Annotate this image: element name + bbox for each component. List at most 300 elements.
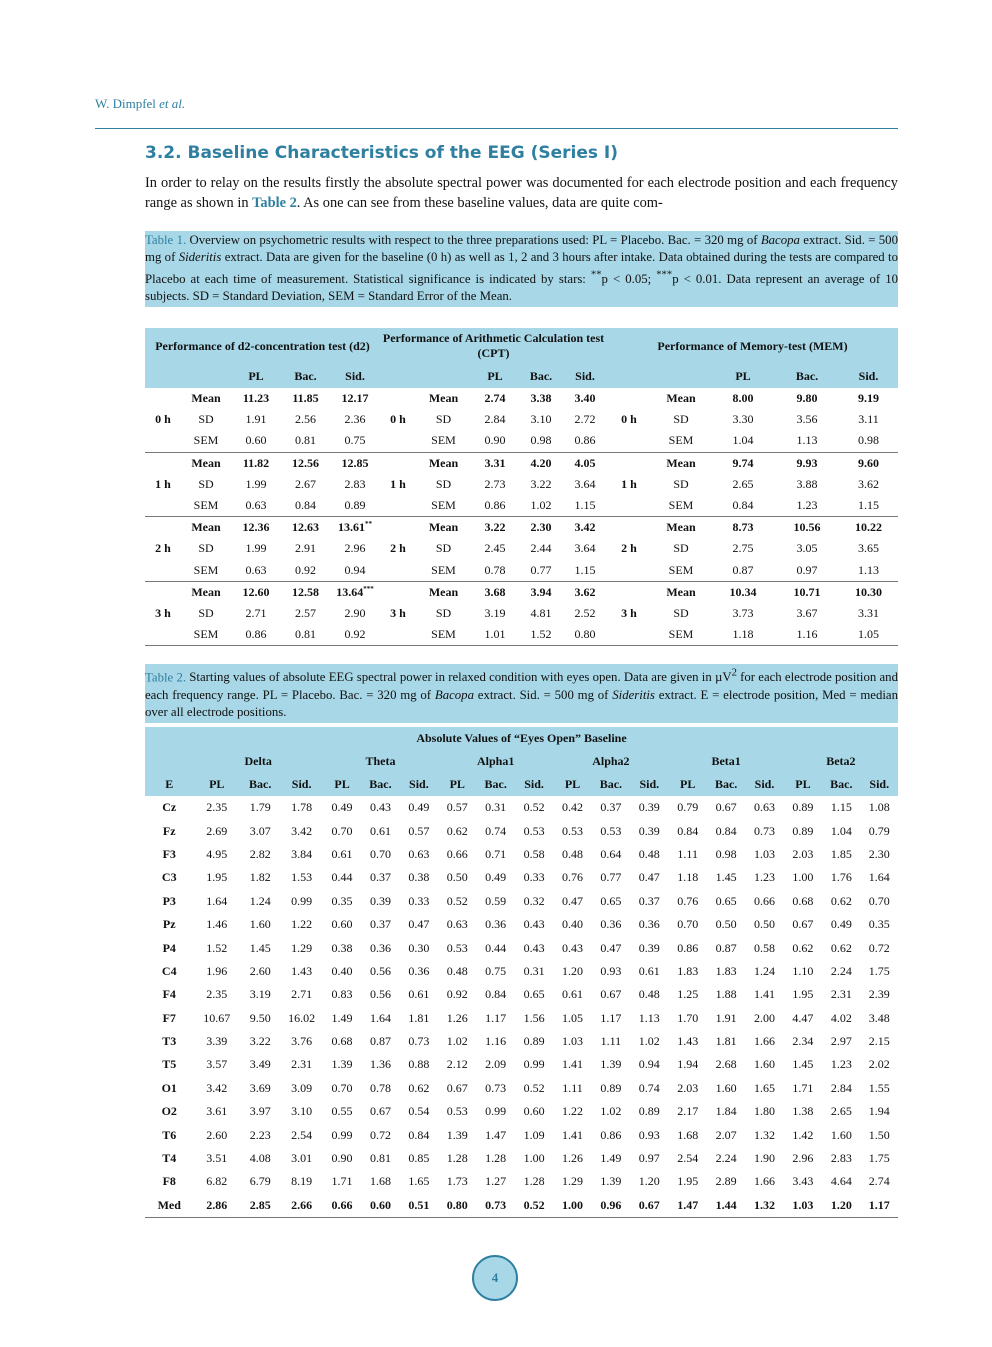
table-row — [145, 430, 898, 452]
value-cell: 0.73 — [476, 1194, 514, 1218]
value-cell: 0.70 — [369, 846, 391, 861]
value-cell: 0.33 — [523, 870, 545, 885]
value-cell: 0.43 — [523, 917, 545, 932]
table2-band-row — [145, 750, 898, 773]
stat-label: Mean — [428, 455, 459, 470]
sub-header: Bac. — [361, 773, 399, 796]
value-cell: 0.89 — [523, 1034, 545, 1049]
value-cell: 0.32 — [523, 893, 545, 908]
value-cell: 1.96 — [206, 963, 228, 978]
value-cell: 10.71 — [793, 584, 821, 599]
value-cell: 0.60 — [523, 1104, 545, 1119]
value-cell: 1.95 — [206, 870, 228, 885]
value-cell: 2.00 — [754, 1010, 776, 1025]
table1-group-header: Performance of Memory-test (MEM) — [607, 328, 898, 364]
value-cell: 10.34 — [729, 584, 757, 599]
value-cell: 1.70 — [677, 1010, 699, 1025]
value-cell: 1.02 — [600, 1104, 622, 1119]
value-cell: 0.84 — [281, 495, 330, 517]
stat-label: SD — [198, 412, 214, 427]
table1-column-header-row — [145, 364, 898, 388]
value-cell: 3.01 — [291, 1151, 313, 1166]
value-cell: 0.36 — [408, 963, 430, 978]
value-cell: 2.65 — [732, 476, 754, 491]
value-cell: 1.81 — [408, 1010, 430, 1025]
electrode-label: C3 — [161, 870, 177, 885]
value-cell: 1.17 — [485, 1010, 507, 1025]
value-cell: 1.17 — [861, 1194, 898, 1218]
value-cell: 3.64 — [574, 476, 596, 491]
value-cell: 6.79 — [249, 1174, 271, 1189]
value-cell: 0.84 — [711, 495, 775, 517]
value-cell: 4.08 — [249, 1151, 271, 1166]
value-cell: 0.39 — [638, 823, 660, 838]
value-cell: 3.88 — [796, 476, 818, 491]
table2-caption — [145, 664, 898, 723]
stat-label: Mean — [666, 520, 696, 535]
value-cell: 1.71 — [331, 1174, 353, 1189]
value-cell: 0.81 — [281, 624, 330, 646]
value-cell: 0.68 — [792, 893, 814, 908]
value-cell: 0.43 — [523, 940, 545, 955]
value-cell: 0.99 — [485, 1104, 507, 1119]
value-cell: 0.39 — [638, 800, 660, 815]
value-cell: 2.82 — [249, 846, 271, 861]
value-cell: 1.08 — [868, 800, 890, 815]
time-label — [607, 452, 651, 474]
value-cell: 0.53 — [523, 823, 545, 838]
value-cell: 0.70 — [868, 893, 890, 908]
sub-header: PL — [669, 773, 707, 796]
value-cell: 1.83 — [677, 963, 699, 978]
value-cell: 0.62 — [446, 823, 468, 838]
value-cell: 0.44 — [331, 870, 353, 885]
value-cell: 0.74 — [638, 1080, 660, 1095]
value-cell: 1.84 — [715, 1104, 737, 1119]
value-cell: 0.79 — [868, 823, 890, 838]
value-cell: 0.47 — [561, 893, 583, 908]
value-cell: 0.62 — [408, 1080, 430, 1095]
value-cell: 0.62 — [792, 940, 814, 955]
value-cell: 2.60 — [206, 1127, 228, 1142]
value-cell: 0.66 — [446, 846, 468, 861]
time-label — [607, 624, 651, 646]
value-cell: 0.37 — [600, 800, 622, 815]
value-cell: 3.31 — [484, 455, 506, 470]
value-cell: 0.55 — [331, 1104, 353, 1119]
value-cell: 0.98 — [519, 430, 563, 452]
value-cell: 1.03 — [784, 1194, 822, 1218]
value-cell: 0.47 — [638, 870, 660, 885]
stat-label: SEM — [181, 495, 231, 517]
value-cell: 9.60 — [858, 455, 879, 470]
value-cell: 2.15 — [868, 1034, 890, 1049]
value-cell: 0.67 — [369, 1104, 391, 1119]
value-cell: 0.86 — [600, 1127, 622, 1142]
value-cell: 0.87 — [715, 940, 737, 955]
value-cell: 3.65 — [858, 541, 879, 556]
value-cell: 0.84 — [408, 1127, 430, 1142]
value-cell: 1.41 — [561, 1127, 583, 1142]
value-cell: 2.68 — [715, 1057, 737, 1072]
value-cell: 0.42 — [561, 800, 583, 815]
value-cell: 2.36 — [344, 412, 366, 427]
value-cell: 2.91 — [295, 541, 316, 556]
band-header: Alpha2 — [553, 750, 668, 773]
stat-label: SD — [198, 541, 214, 556]
value-cell: 3.22 — [249, 1034, 271, 1049]
value-cell: 3.94 — [530, 584, 552, 599]
value-cell: 3.05 — [796, 541, 818, 556]
value-cell: 2.24 — [830, 963, 852, 978]
value-cell: 0.61 — [638, 963, 660, 978]
value-cell: 2.97 — [830, 1034, 852, 1049]
stat-label: SEM — [416, 624, 471, 646]
value-cell: 2.35 — [206, 987, 228, 1002]
time-label — [145, 560, 181, 582]
time-label — [380, 452, 416, 474]
value-cell: 2.54 — [291, 1127, 313, 1142]
value-cell: 0.64 — [600, 846, 622, 861]
value-cell: 1.03 — [754, 846, 776, 861]
band-header: Delta — [194, 750, 323, 773]
value-cell: 8.19 — [291, 1174, 313, 1189]
time-label — [380, 388, 416, 409]
table-row — [145, 1007, 898, 1030]
value-cell: 2.86 — [194, 1194, 240, 1218]
value-cell: 0.39 — [369, 893, 391, 908]
value-cell: 1.22 — [291, 917, 313, 932]
value-cell: 0.98 — [839, 430, 898, 452]
value-cell: 0.77 — [519, 560, 563, 582]
value-cell: 3.11 — [858, 412, 879, 427]
value-cell: 3.56 — [796, 412, 818, 427]
time-label — [607, 560, 651, 582]
value-cell: 1.09 — [523, 1127, 545, 1142]
value-cell: 1.24 — [754, 963, 776, 978]
table2-caption-label: Table 2. — [145, 670, 187, 685]
value-cell: 3.76 — [291, 1034, 313, 1049]
value-cell: 1.82 — [249, 870, 271, 885]
value-cell: 1.91 — [245, 412, 267, 427]
value-cell: 3.67 — [796, 605, 818, 620]
value-cell: 1.20 — [638, 1174, 660, 1189]
electrode-label: T3 — [162, 1034, 177, 1049]
table1-caption-text: Overview on psychometric results with respect to the three preparations used: PL = Placebo. Bac. = 320 mg of Bacopa extract. Sid. = 500 mg of Sideritis extract. Data are given for the baseline (0 h) as well as 1, 2 and 3 hours after intake. Data obtained during the tests are compared to Placebo at each time of measurement. Statistical significance is indicated by stars: **p < 0.05; ***p < 0.01. Data represent an average of 10 subjects. SD = Standard Deviation, SEM = Standard Error of the Mean. — [145, 233, 898, 304]
value-cell: 0.81 — [369, 1151, 391, 1166]
value-cell: 1.11 — [600, 1034, 622, 1049]
value-cell: 9.19 — [858, 391, 879, 406]
value-cell: 0.62 — [830, 893, 852, 908]
table1-column-header: PL — [711, 364, 775, 388]
value-cell: 1.83 — [715, 963, 737, 978]
table1-column-header: PL — [231, 364, 281, 388]
value-cell: 1.71 — [792, 1080, 814, 1095]
value-cell: 10.30 — [855, 584, 882, 599]
stat-label: SEM — [651, 560, 711, 582]
stat-label: SD — [673, 605, 689, 620]
table1-column-header: Sid. — [563, 364, 607, 388]
table-row — [145, 983, 898, 1006]
value-cell: 3.38 — [530, 391, 552, 406]
value-cell: 0.96 — [592, 1194, 630, 1218]
value-cell: 1.39 — [600, 1057, 622, 1072]
electrode-label: Fz — [162, 823, 176, 838]
table1-header-blank — [651, 364, 711, 388]
value-cell: 2.85 — [240, 1194, 280, 1218]
value-cell: 2.73 — [484, 476, 506, 491]
value-cell: 1.60 — [249, 917, 271, 932]
time-label — [145, 388, 181, 409]
table-row — [145, 1053, 898, 1076]
table-reference-link[interactable]: Table 2 — [252, 195, 297, 211]
value-cell: 0.36 — [600, 917, 622, 932]
table1-column-header: Sid. — [330, 364, 380, 388]
value-cell: 0.67 — [715, 800, 737, 815]
table-row — [145, 388, 898, 409]
value-cell: 0.86 — [677, 940, 699, 955]
value-cell: 0.50 — [446, 870, 468, 885]
electrode-label: T5 — [162, 1057, 177, 1072]
value-cell: 0.53 — [446, 1104, 468, 1119]
value-cell: 0.50 — [715, 917, 737, 932]
table-row — [145, 603, 898, 624]
value-cell: 1.73 — [446, 1174, 468, 1189]
value-cell: 1.45 — [792, 1057, 814, 1072]
table-row — [145, 960, 898, 983]
stat-label: SD — [435, 605, 452, 620]
value-cell: 0.53 — [600, 823, 622, 838]
stat-label: Mean — [666, 455, 696, 470]
value-cell: 1.44 — [707, 1194, 745, 1218]
significance-star: ** — [365, 520, 372, 529]
table1-header-blank — [416, 364, 471, 388]
value-cell: 11.82 — [242, 455, 270, 470]
table1-column-header: Bac. — [519, 364, 563, 388]
value-cell: 0.36 — [638, 917, 660, 932]
value-cell: 2.02 — [868, 1057, 890, 1072]
electrode-label: F8 — [162, 1174, 176, 1189]
table-row — [145, 474, 898, 495]
value-cell: 0.51 — [400, 1194, 438, 1218]
value-cell: 2.03 — [677, 1080, 699, 1095]
value-cell: 0.78 — [369, 1080, 391, 1095]
electrode-label: O1 — [161, 1080, 177, 1095]
value-cell: 1.02 — [519, 495, 563, 517]
value-cell: 0.88 — [408, 1057, 430, 1072]
value-cell: 3.61 — [206, 1104, 228, 1119]
electrode-label: T4 — [162, 1151, 177, 1166]
value-cell: 0.53 — [561, 823, 583, 838]
time-label: 3 h — [155, 605, 171, 620]
value-cell: 9.74 — [732, 455, 754, 470]
value-cell: 1.75 — [868, 963, 890, 978]
value-cell: 3.19 — [484, 605, 506, 620]
value-cell: 0.63 — [231, 495, 281, 517]
significance-star: *** — [363, 584, 374, 593]
value-cell: 2.72 — [574, 412, 596, 427]
value-cell: 0.31 — [485, 800, 507, 815]
sub-header: PL — [438, 773, 476, 796]
value-cell: 0.99 — [523, 1057, 545, 1072]
running-header: W. Dimpfel et al. — [95, 96, 186, 111]
value-cell: 1.90 — [754, 1151, 776, 1166]
value-cell: 10.56 — [793, 520, 821, 535]
stat-label: Mean — [191, 520, 221, 535]
table-row — [145, 936, 898, 959]
time-label — [380, 495, 416, 517]
value-cell: 1.65 — [754, 1080, 776, 1095]
value-cell: 2.74 — [868, 1174, 890, 1189]
value-cell: 0.73 — [485, 1080, 507, 1095]
value-cell: 0.43 — [561, 940, 583, 955]
value-cell: 2.89 — [715, 1174, 737, 1189]
value-cell: 3.73 — [732, 605, 754, 620]
time-label: 3 h — [621, 605, 637, 620]
value-cell: 1.41 — [754, 987, 776, 1002]
value-cell: 3.40 — [574, 391, 596, 406]
value-cell: 0.50 — [754, 917, 776, 932]
value-cell: 0.48 — [638, 987, 660, 1002]
stat-label: Mean — [428, 391, 459, 406]
value-cell: 0.76 — [561, 870, 583, 885]
value-cell: 0.63 — [446, 917, 468, 932]
value-cell: 0.89 — [792, 823, 814, 838]
value-cell: 1.28 — [485, 1151, 507, 1166]
time-label — [380, 581, 416, 603]
value-cell: 1.43 — [677, 1034, 699, 1049]
electrode-label: O2 — [161, 1104, 177, 1119]
value-cell: 0.73 — [754, 823, 776, 838]
value-cell: 1.05 — [561, 1010, 583, 1025]
table1-group-header: Performance of Arithmetic Calculation test (CPT) — [380, 328, 607, 364]
value-cell: 2.44 — [530, 541, 552, 556]
value-cell: 0.43 — [369, 800, 391, 815]
value-cell: 2.39 — [868, 987, 890, 1002]
value-cell: 1.28 — [523, 1174, 545, 1189]
value-cell: 0.56 — [369, 963, 391, 978]
value-cell: 0.89 — [330, 495, 380, 517]
electrode-label: P3 — [162, 893, 176, 908]
value-cell: 0.37 — [638, 893, 660, 908]
value-cell: 2.35 — [206, 800, 228, 815]
value-cell: 1.13 — [638, 1010, 660, 1025]
value-cell: 11.85 — [292, 391, 319, 406]
value-cell: 3.19 — [249, 987, 271, 1002]
value-cell: 1.11 — [562, 1080, 583, 1095]
value-cell: 0.40 — [331, 963, 353, 978]
value-cell: 3.30 — [732, 412, 754, 427]
value-cell: 2.24 — [715, 1151, 737, 1166]
value-cell: 0.39 — [638, 940, 660, 955]
value-cell: 0.85 — [408, 1151, 430, 1166]
value-cell: 0.36 — [369, 940, 391, 955]
stat-label: SD — [673, 412, 689, 427]
value-cell: 1.17 — [600, 1010, 622, 1025]
value-cell: 0.63 — [754, 800, 776, 815]
value-cell: 2.17 — [677, 1104, 699, 1119]
value-cell: 3.48 — [868, 1010, 890, 1025]
value-cell: 2.23 — [249, 1127, 271, 1142]
sub-header: PL — [323, 773, 361, 796]
table-row — [145, 409, 898, 430]
table1-header-blank — [380, 364, 416, 388]
value-cell: 1.24 — [249, 893, 271, 908]
value-cell: 0.90 — [331, 1151, 353, 1166]
stat-label: SD — [673, 476, 689, 491]
value-cell: 0.86 — [231, 624, 281, 646]
value-cell: 2.03 — [792, 846, 814, 861]
value-cell: 0.49 — [830, 917, 852, 932]
value-cell: 1.18 — [677, 870, 699, 885]
value-cell: 0.63 — [231, 560, 281, 582]
value-cell: 2.83 — [344, 476, 366, 491]
value-cell: 2.31 — [830, 987, 852, 1002]
value-cell: 1.46 — [206, 917, 228, 932]
value-cell: 3.51 — [206, 1151, 228, 1166]
electrode-label: F3 — [162, 846, 176, 861]
value-cell: 0.75 — [330, 430, 380, 452]
value-cell: 1.36 — [369, 1057, 391, 1072]
value-cell: 2.83 — [830, 1151, 852, 1166]
value-cell: 1.18 — [711, 624, 775, 646]
value-cell: 2.90 — [344, 605, 366, 620]
value-cell: 1.53 — [291, 870, 313, 885]
sub-header: Bac. — [822, 773, 860, 796]
table-row — [145, 890, 898, 913]
time-label: 0 h — [621, 412, 637, 427]
value-cell: 0.31 — [523, 963, 545, 978]
value-cell: 1.22 — [561, 1104, 583, 1119]
value-cell: 1.16 — [775, 624, 839, 646]
value-cell: 2.56 — [295, 412, 316, 427]
table1-header-blank — [145, 364, 181, 388]
value-cell: 0.61 — [331, 846, 353, 861]
electrode-label: Cz — [162, 800, 177, 815]
time-label — [607, 495, 651, 517]
value-cell: 2.96 — [792, 1151, 814, 1166]
value-text: 13.61 — [338, 520, 365, 535]
value-cell: 1.50 — [868, 1127, 890, 1142]
value-cell: 0.65 — [600, 893, 622, 908]
value-cell: 0.52 — [523, 1080, 545, 1095]
value-cell: 0.84 — [485, 987, 507, 1002]
value-cell: 0.74 — [485, 823, 507, 838]
value-cell: 1.26 — [561, 1151, 583, 1166]
value-cell: 1.23 — [775, 495, 839, 517]
value-cell: 3.31 — [858, 605, 879, 620]
time-label — [380, 624, 416, 646]
value-cell: 6.82 — [206, 1174, 228, 1189]
table1-column-header: PL — [471, 364, 519, 388]
value-cell: 1.01 — [471, 624, 519, 646]
stat-label: SD — [435, 476, 452, 491]
value-cell: 0.84 — [677, 823, 699, 838]
page-number: 4 — [472, 1255, 518, 1301]
value-cell: 0.61 — [561, 987, 583, 1002]
value-cell: 0.79 — [677, 800, 699, 815]
stat-label: Mean — [191, 584, 221, 599]
value-cell: 1.42 — [792, 1127, 814, 1142]
value-cell: 1.94 — [677, 1057, 699, 1072]
value-cell: 0.71 — [485, 846, 507, 861]
value-cell: 2.52 — [574, 605, 596, 620]
value-cell: 4.02 — [830, 1010, 852, 1025]
value-cell: 0.70 — [331, 823, 353, 838]
value-cell: 12.58 — [292, 584, 319, 599]
table1-header-blank — [607, 364, 651, 388]
table-row — [145, 452, 898, 474]
